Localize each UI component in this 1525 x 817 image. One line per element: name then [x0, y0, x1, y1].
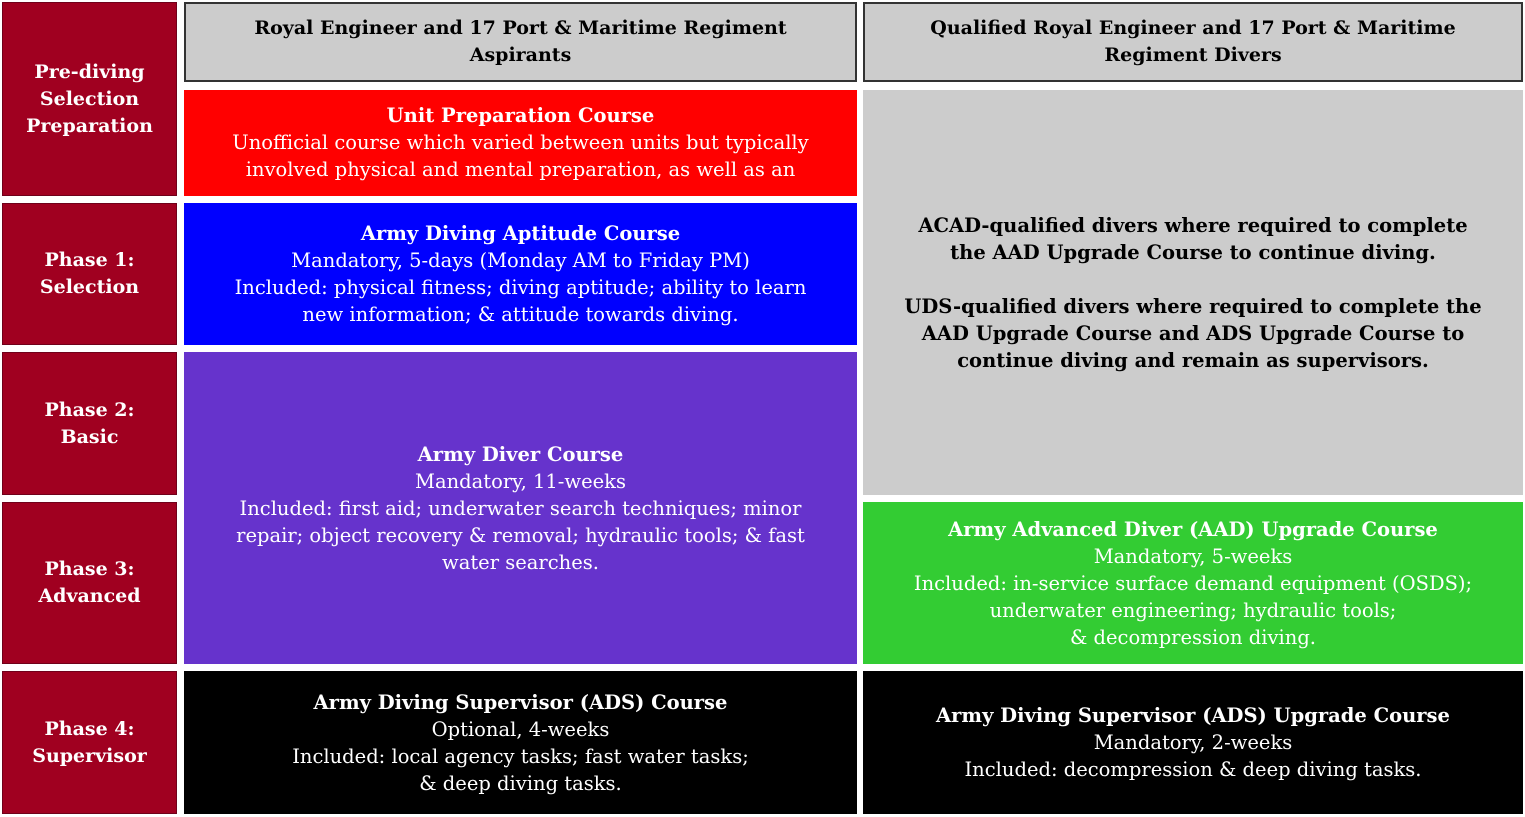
- course-title: Army Diving Supervisor (ADS) Upgrade Course: [936, 704, 1450, 727]
- course-line: water searches.: [442, 550, 599, 574]
- phase-label-line: Selection: [39, 276, 140, 298]
- army-diving-supervisor-course: [184, 671, 857, 814]
- phase-4-supervisor: [2, 671, 177, 814]
- course-title: Unit Preparation Course: [386, 104, 655, 127]
- header-aspirants: [184, 2, 857, 82]
- ads-upgrade-course: [863, 671, 1523, 814]
- course-line: Included: decompression & deep diving tasks.: [964, 758, 1422, 781]
- header-line: Royal Engineer and 17 Port & Maritime Regiment: [254, 17, 787, 39]
- phase-label-line: Supervisor: [32, 744, 147, 767]
- course-title: Army Diving Supervisor (ADS) Course: [313, 690, 728, 714]
- upgrade-requirements-note: [863, 90, 1523, 495]
- note-line: UDS-qualified divers where required to complete the: [904, 294, 1482, 318]
- phase-label-line: Basic: [60, 425, 119, 448]
- header-qualified: [863, 2, 1523, 82]
- header-line: Regiment Divers: [1104, 44, 1282, 66]
- course-line: Mandatory, 5-days (Monday AM to Friday PM): [291, 249, 750, 272]
- phase-label-line: Phase 3:: [44, 558, 135, 580]
- note-line: AAD Upgrade Course and ADS Upgrade Course to: [921, 321, 1465, 345]
- phase-1-selection: [2, 203, 177, 345]
- course-line: involved physical and mental preparation, as well as an: [245, 158, 796, 181]
- phase-label-line: Phase 2:: [44, 398, 135, 421]
- course-title: Army Diver Course: [417, 442, 624, 466]
- phase-2-basic: [2, 352, 177, 495]
- army-diving-aptitude-course: [184, 203, 857, 345]
- header-line: Aspirants: [469, 44, 572, 66]
- aad-upgrade-course: [863, 502, 1523, 664]
- course-line: Optional, 4-weeks: [431, 717, 610, 741]
- course-line: Included: physical fitness; diving aptitude; ability to learn: [234, 276, 807, 299]
- phase-label-line: Selection: [39, 87, 140, 110]
- phase-label-line: Pre-diving: [34, 60, 145, 83]
- phase-3-advanced: [2, 502, 177, 664]
- course-line: repair; object recovery & removal; hydraulic tools; & fast: [236, 523, 805, 547]
- header-line: Qualified Royal Engineer and 17 Port & Maritime: [930, 17, 1456, 39]
- phase-label-line: Preparation: [26, 114, 153, 137]
- phase-label-line: Phase 1:: [44, 249, 135, 271]
- unit-preparation-course: [184, 90, 857, 196]
- course-line: Included: first aid; underwater search techniques; minor: [239, 496, 802, 520]
- course-line: & deep diving tasks.: [419, 771, 622, 795]
- course-line: underwater engineering; hydraulic tools;: [989, 598, 1397, 622]
- course-line: new information; & attitude towards diving.: [302, 303, 739, 326]
- phase-label-line: Phase 4:: [44, 717, 135, 740]
- course-line: Included: local agency tasks; fast water tasks;: [292, 744, 749, 768]
- phase-pre-diving: [2, 2, 177, 196]
- course-line: Unofficial course which varied between units but typically: [232, 131, 809, 154]
- army-diver-course: [184, 352, 857, 664]
- phase-label-line: Advanced: [38, 585, 141, 607]
- course-line: Mandatory, 5-weeks: [1093, 544, 1293, 568]
- course-line: & decompression diving.: [1069, 625, 1317, 649]
- course-line: Included: in-service surface demand equipment (OSDS);: [913, 571, 1473, 595]
- note-line: the AAD Upgrade Course to continue diving.: [950, 240, 1436, 264]
- course-title: Army Advanced Diver (AAD) Upgrade Course: [948, 517, 1438, 541]
- course-line: Mandatory, 2-weeks: [1093, 731, 1293, 754]
- course-line: Mandatory, 11-weeks: [415, 469, 626, 493]
- note-line: ACAD-qualified divers where required to complete: [918, 213, 1468, 237]
- course-title: Army Diving Aptitude Course: [360, 222, 681, 245]
- note-line: continue diving and remain as supervisors.: [957, 348, 1429, 372]
